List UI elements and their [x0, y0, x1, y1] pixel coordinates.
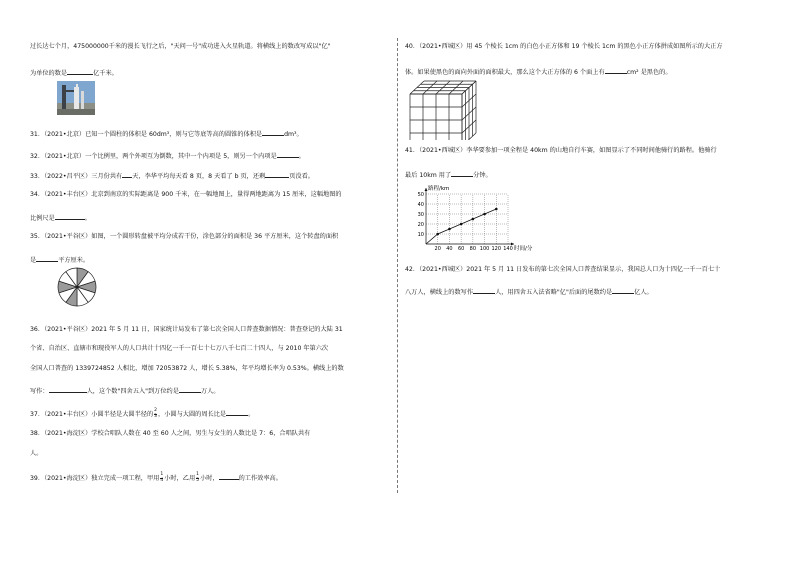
q37-text: 37．（2021•丰台区）小圆半径是大圆半径的 [30, 411, 154, 418]
answer-blank[interactable] [612, 286, 634, 294]
x-tick-label: 140 [503, 246, 513, 252]
fraction-denominator: 3 [154, 413, 158, 419]
x-tick-label: 120 [491, 246, 502, 252]
q41-text: 最后 10km 用了 [405, 172, 452, 179]
q33-text-mid: 天，李华平均每天看 8 页，8 天看了 b 页，还剩 [132, 173, 266, 180]
answer-blank[interactable] [219, 472, 239, 480]
q39 [30, 472, 282, 483]
q41-line1: 41．（2021•西城区）李华要参加一项全程是 40km 的山地自行车赛，如图显示了不同时间他骑行的路程。他骑行 [405, 147, 717, 154]
x-tick-label: 60 [457, 246, 465, 252]
y-tick-label: 50 [417, 191, 424, 198]
answer-blank[interactable] [277, 150, 299, 158]
q36-text-mid: 人，这个数"四舍五入"到万位约是 [86, 388, 179, 395]
data-point [483, 213, 486, 216]
q32 [30, 150, 305, 161]
answer-blank[interactable] [67, 67, 93, 75]
answer-blank[interactable] [55, 212, 85, 220]
q32-end: 。 [298, 153, 305, 160]
q36-line4 [30, 385, 219, 396]
q35-text: 是 [30, 257, 37, 264]
q35-unit: 平方厘米。 [58, 257, 90, 264]
answer-blank[interactable] [36, 254, 58, 262]
q33-text: 33．（2022•昌平区）三月份共有 [30, 173, 123, 180]
q33-text-end: 页没看。 [289, 173, 314, 180]
column-divider [397, 38, 398, 493]
q36-unit: 万人。 [200, 388, 220, 395]
answer-blank[interactable] [265, 170, 289, 178]
q35-line2 [30, 254, 89, 265]
q38-line1: 38．（2021•海淀区）学校合唱队人数在 40 至 60 人之间，男生与女生的人数比是 7：6，合唱队共有 [30, 430, 311, 437]
q32-text: 32．（2021•北京）一个比例里，两个外项互为倒数，其中一个内项是 5，则另一个内项是 [30, 153, 277, 160]
y-tick-label: 10 [417, 231, 424, 238]
fraction-numerator: 2 [154, 407, 158, 413]
fraction [160, 473, 163, 483]
y-tick-label: 40 [417, 201, 424, 208]
fraction-denominator: 5 [196, 477, 200, 483]
q42-line2 [405, 286, 653, 297]
answer-blank[interactable] [179, 385, 201, 393]
q42-unit: 亿人。 [634, 289, 653, 296]
cube-figure [407, 78, 483, 140]
q40-line1: 40．（2021•西城区）用 45 个棱长 1cm 的白色小正方体和 19 个棱长 1cm 的黑色小正方体拼成如图所示的大正方 [405, 43, 723, 50]
q39-text-mid2: 小时， [200, 475, 219, 482]
q31-text: 31．（2021•北京）已知一个圆柱的体积是 60dm³，则与它等底等高的圆锥的体积是 [30, 131, 263, 138]
turntable-figure [56, 266, 98, 308]
q42-line1: 42．（2021•西城区）2021 年 5 月 11 日发布的第七次全国人口普查结果显示，我国总人口为十四亿一千一百七十 [405, 266, 721, 273]
q40-line2 [405, 66, 672, 77]
fraction-numerator: 1 [196, 471, 200, 477]
q40-text: 体。如果使黑色的面向外面的面积最大，那么这个大正方体的 6 个面上有 [405, 69, 605, 76]
q31-unit: dm³。 [284, 131, 303, 138]
cube-grid [410, 81, 476, 140]
q37 [30, 408, 254, 419]
q30-line2 [30, 67, 118, 78]
q36-line3: 全国人口普查的 1339724852 人相比，增加 72053872 人，增长 5.38%，年平均增长率为 0.53%。横线上的数 [30, 365, 344, 372]
x-tick-label: 40 [446, 246, 453, 252]
q31 [30, 128, 303, 139]
answer-blank[interactable] [49, 385, 87, 393]
q34-line1: 34．（2021•丰台区）北京到南京的实际距离是 900 千米，在一幅地图上，量得两地距离为 15 厘米，这幅地图的 [30, 191, 342, 198]
q36-line2: 个省、自治区、直辖市和现役军人的人口共计十四亿一千一百七十七万八千七百二十四人，与 2010 年第六次 [30, 345, 329, 352]
q30-unit: 亿千米。 [93, 70, 118, 77]
answer-blank[interactable] [605, 66, 627, 74]
answer-blank[interactable] [122, 170, 132, 178]
y-tick-label: 30 [417, 211, 424, 218]
q39-text-end: 的工作效率高。 [238, 475, 282, 482]
q41-unit: 分钟。 [473, 172, 492, 179]
data-point [460, 223, 463, 226]
q38-line2: 人。 [30, 450, 43, 457]
x-tick-label: 80 [469, 246, 477, 252]
q42-text: 八万人，横线上的数写作 [405, 289, 474, 296]
data-point [436, 233, 439, 236]
answer-blank[interactable] [226, 408, 248, 416]
q39-text-mid: 小时，乙用 [164, 475, 196, 482]
q42-text-mid: 人，用四舍五入法省略"亿"后面的尾数约是 [495, 289, 613, 296]
q34-line2 [30, 212, 91, 223]
q39-text: 39．（2021•海淀区）独立完成一项工程，甲用 [30, 475, 160, 482]
y-axis-label: 路程/km [428, 186, 450, 192]
data-point [495, 208, 498, 211]
q40-unit: cm² 是黑色的。 [626, 69, 672, 76]
q34-end: 。 [84, 215, 91, 222]
q30-line1: 过长达七个月，475000000千米的漫长飞行之后，"天问一号"成功进入火星轨道。将横线上的数改写成以"亿" [30, 43, 331, 50]
fraction-numerator: 1 [160, 471, 164, 477]
x-tick-label: 100 [479, 246, 490, 252]
q36-text: 写作： [30, 388, 49, 395]
rocket-launch-photo [57, 81, 95, 115]
q37-end: 。 [248, 411, 255, 418]
grid [426, 194, 508, 244]
q33 [30, 170, 314, 181]
x-tick-label: 20 [434, 246, 441, 252]
q36-line1: 36．（2021•平谷区）2021 年 5 月 11 日，国家统计局发布了第七次全国人口普查数据情况：普查登记的大陆 31 [30, 326, 343, 333]
answer-blank[interactable] [262, 128, 284, 136]
fraction [196, 473, 199, 483]
fraction-denominator: 4 [160, 477, 164, 483]
q37-text-mid: ，小圆与大圆的周长比是 [158, 411, 227, 418]
x-axis-label: 时间/分 [514, 246, 533, 252]
distance-time-chart [412, 184, 542, 254]
data-point [448, 228, 451, 231]
q35-line1: 35．（2021•平谷区）如图，一个圆形转盘被平均分成若干份，涂色部分的面积是 36 平方厘米，这个转盘的面积 [30, 233, 339, 240]
data-point [472, 218, 475, 221]
answer-blank[interactable] [473, 286, 495, 294]
fraction [154, 409, 157, 419]
answer-blank[interactable] [451, 169, 473, 177]
q34-text: 比例尺是 [30, 215, 55, 222]
q41-line2 [405, 169, 492, 180]
q30-text: 为单位的数是 [30, 70, 68, 77]
y-tick-label: 20 [417, 221, 424, 228]
